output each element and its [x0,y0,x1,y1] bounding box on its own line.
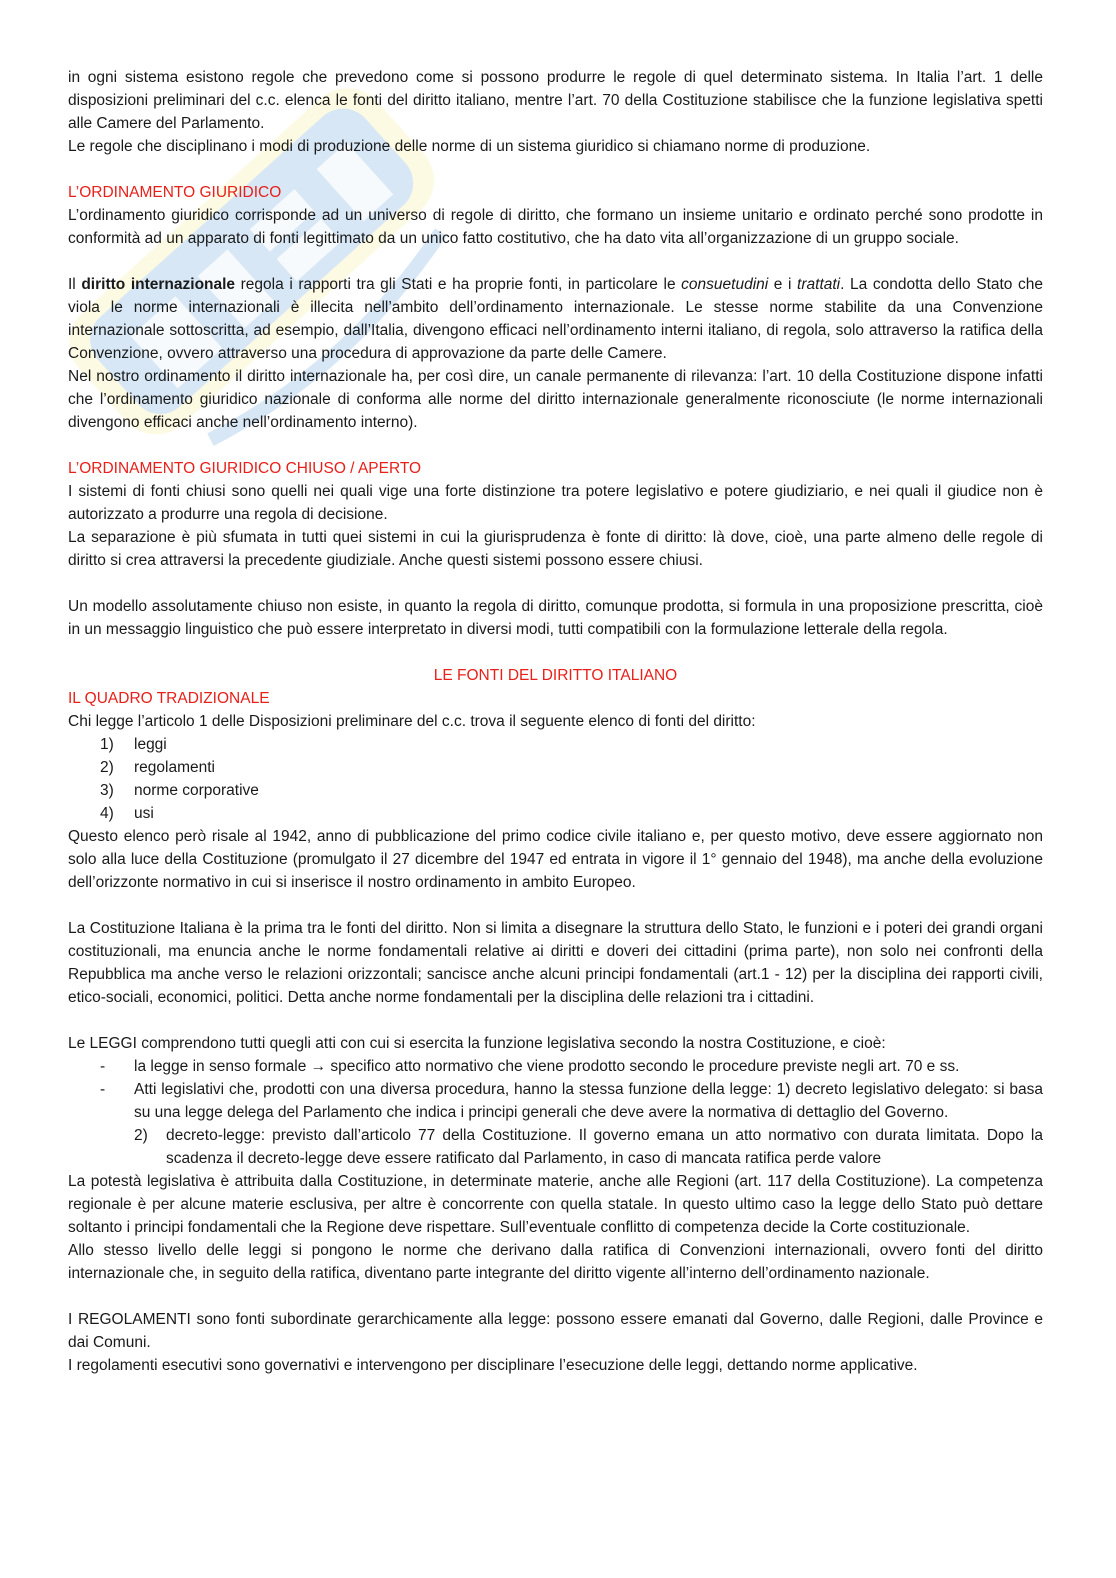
paragraph: Questo elenco però risale al 1942, anno di pubblicazione del primo codice civile italiano e, per questo motivo, deve essere aggiornato non solo alla luce della Costituzione (promulgato il 27 dicembre del 1947 ed entrata in vigore il 1° gennaio del 1948), ma anche della evoluzione dell’orizzonte normativo in cui si inserisce il nostro ordinamento in ambito Europeo. [68,828,1043,891]
list-item: 2) regolamenti [100,759,215,776]
paragraph: in ogni sistema esistono regole che prevedono come si possono produrre le regole di quel determinato sistema. In Italia l’art. 1 delle disposizioni preliminari del c.c. elenca le fonti del diritto italiano, mentre l’art. 70 della Costituzione stabilisce che la funzione legislativa spetti alle Camere del Parlamento. [68,69,1043,132]
paragraph: I sistemi di fonti chiusi sono quelli nei quali vige una forte distinzione tra potere legislativo e potere giudiziario, e nei quali il giudice non è autorizzato a produrre una regola di decisione. [68,483,1043,523]
leggi-list [68,1055,1043,1124]
paragraph: Le regole che disciplinano i modi di produzione delle norme di un sistema giuridico si chiamano norme di produzione. [68,138,871,155]
list-item: - la legge in senso formale → specifico atto normativo che viene prodotto secondo le procedure previste negli art. 70 e ss. [100,1058,960,1075]
list-item: - Atti legislativi che, prodotti con una diversa procedura, hanno la stessa funzione della legge: 1) decreto legislativo delegato: si basa su una legge delega del Parlamento che indica i principi generali che deve avere la normativa di dettaglio del Governo. [100,1081,1043,1121]
paragraph: Chi legge l’articolo 1 delle Disposizioni preliminare del c.c. trova il seguente elenco di fonti del diritto: [68,713,756,730]
paragraph: I regolamenti esecutivi sono governativi e intervengono per disciplinare l’esecuzione delle leggi, dettando norme applicative. [68,1357,918,1374]
list-item: 1) leggi [100,736,167,753]
section-heading-chiuso-aperto: L’ORDINAMENTO GIURIDICO CHIUSO / APERTO [68,460,422,477]
paragraph: Nel nostro ordinamento il diritto internazionale ha, per così dire, un canale permanente di rilevanza: l’art. 10 della Costituzione dispone infatti che l’ordinamento giuridico nazionale di conforma alle norme del diritto internazionale generalmente riconosciute (le norme internazionali divengono efficaci anche nell’ordinamento interno). [68,368,1043,431]
section-heading-ordinamento: L’ORDINAMENTO GIURIDICO [68,184,282,201]
paragraph: La separazione è più sfumata in tutti quei sistemi in cui la giurisprudenza è fonte di diritto: là dove, cioè, una parte almeno delle regole di diritto si crea attraversi la precedente giudiziale. Anche questi sistemi possono essere chiusi. [68,529,1043,569]
paragraph: Un modello assolutamente chiuso non esiste, in quanto la regola di diritto, comunque prodotta, si formula in una proposizione prescritta, cioè in un messaggio linguistico che può essere interpretato in diversi modi, tutti compatibili con la formulazione letterale della regola. [68,598,1043,638]
section-heading-quadro: IL QUADRO TRADIZIONALE [68,690,270,707]
document-page [68,66,1043,1377]
paragraph: I REGOLAMENTI sono fonti subordinate gerarchicamente alla legge: possono essere emanati dal Governo, dalle Regioni, dalle Province e dai Comuni. [68,1311,1043,1351]
paragraph: L’ordinamento giuridico corrisponde ad un universo di regole di diritto, che formano un insieme unitario e ordinato perché sono prodotte in conformità ad un apparato di fonti legittimato da un unico fatto costitutivo, che ha dato vita all’organizzazione di un gruppo sociale. [68,207,1043,247]
paragraph: Le LEGGI comprendono tutti quegli atti con cui si esercita la funzione legislativa secondo la nostra Costituzione, e cioè: [68,1035,886,1052]
list-item: 3) norme corporative [100,782,259,799]
sub-list-item: 2) decreto-legge: previsto dall’articolo 77 della Costituzione. Il governo emana un atto normativo con durata limitata. Dopo la scadenza il decreto-legge deve essere ratificato dal Parlamento, in caso di mancata ratifica perde valore [134,1127,1043,1167]
paragraph-diritto-internazionale: Il diritto internazionale regola i rapporti tra gli Stati e ha proprie fonti, in particolare le consuetudini e i trattati. La condotta dello Stato che viola le norme internazionali è illecita nell’ambito dell’ordinamento internazionale. Le stesse norme stabilite da una Convenzione internazionale sottoscritta, ad esempio, dall’Italia, divengono efficaci nell’ordinamento interni italiano, di regola, solo attraverso la ratifica della Convenzione, ovvero attraverso una procedura di approvazione da parte delle Camere. [68,276,1043,362]
list-item: 4) usi [100,805,154,822]
chapter-title: LE FONTI DEL DIRITTO ITALIANO [433,667,678,684]
paragraph: Allo stesso livello delle leggi si pongono le norme che derivano dalla ratifica di Convenzioni internazionali, ovvero fonti del diritto internazionale che, in seguito della ratifica, diventano parte integrante del diritto vigente all’interno dell’ordinamento nazionale. [68,1242,1043,1282]
sources-list [68,733,1043,825]
paragraph: La Costituzione Italiana è la prima tra le fonti del diritto. Non si limita a disegnare la struttura dello Stato, le funzioni e i poteri dei grandi organi costituzionali, ma enuncia anche le norme fondamentali relative ai diritti e doveri dei cittadini (prima parte), non solo nei confronti della Repubblica ma anche verso le relazioni orizzontali; sancisce anche alcuni principi fondamentali (art.1 - 12) per la disciplina dei rapporti civili, etico-sociali, economici, politici. Detta anche norme fondamentali per la disciplina delle relazioni tra i cittadini. [68,920,1043,1006]
paragraph: La potestà legislativa è attribuita dalla Costituzione, in determinate materie, anche alle Regioni (art. 117 della Costituzione). La competenza regionale è per alcune materie esclusiva, per altre è concorrente con quella statale. In questo ultimo caso la legge dello Stato può dettare soltanto i principi fondamentali che la Regione deve rispettare. Sull’eventuale conflitto di competenza decide la Corte costituzionale. [68,1173,1043,1236]
